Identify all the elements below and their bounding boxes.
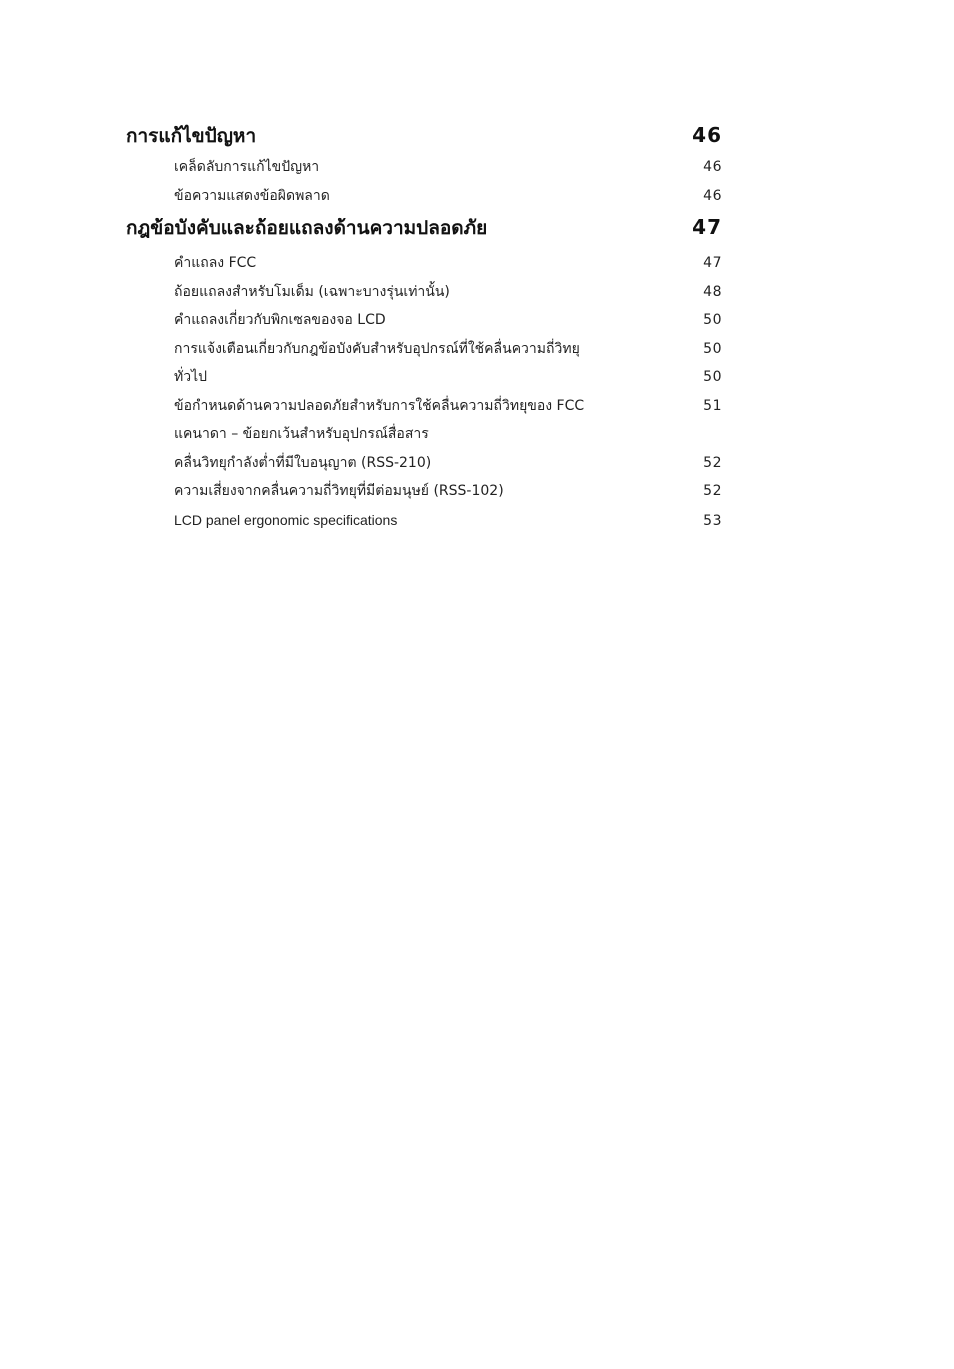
entry-label: ข้อความแสดงข้อผิดพลาด: [174, 187, 330, 204]
entry-label: LCD panel ergonomic specifications: [174, 511, 398, 528]
toc-entry[interactable]: [174, 306, 722, 335]
entry-label: คำแถลง FCC: [174, 255, 257, 271]
entry-label: ถ้อยแถลงสำหรับโมเด็ม (เฉพาะบางรุ่นเท่านั้น): [174, 283, 450, 300]
toc-entry[interactable]: [174, 278, 722, 307]
entry-page-number: 52: [703, 483, 722, 499]
entry-label: ข้อกำหนดด้านความปลอดภัยสำหรับการใช้คลื่นความถี่วิทยุของ FCC: [174, 397, 585, 414]
section-page-number: 47: [692, 215, 722, 239]
toc-entry[interactable]: [174, 392, 722, 421]
entry-label: ความเสี่ยงจากคลื่นความถี่วิทยุที่มีต่อมนุษย์ (RSS-102): [174, 483, 504, 499]
entry-page-number: 50: [703, 312, 722, 328]
entry-page-number: 51: [703, 397, 722, 414]
toc-entry[interactable]: [174, 420, 722, 449]
toc-entries: [126, 249, 722, 535]
entry-label: การแจ้งเตือนเกี่ยวกับกฎข้อบังคับสำหรับอุปกรณ์ที่ใช้คลื่นความถี่วิทยุ: [174, 340, 580, 357]
toc-entries: [126, 153, 722, 210]
entry-page-number: 46: [703, 159, 722, 175]
toc-entry[interactable]: [174, 153, 722, 182]
entry-label: คำแถลงเกี่ยวกับพิกเซลของจอ LCD: [174, 312, 386, 328]
section-title: กฎข้อบังคับและถ้อยแถลงด้านความปลอดภัย: [126, 217, 488, 239]
entry-label: คลื่นวิทยุกำลังต่ำที่มีใบอนุญาต (RSS-210): [174, 454, 432, 471]
entry-label: ทั่วไป: [174, 369, 208, 385]
entry-label: เคล็ดลับการแก้ไขปัญหา: [174, 159, 320, 175]
entry-page-number: 47: [703, 255, 722, 271]
toc-entry[interactable]: [174, 335, 722, 364]
toc-entry[interactable]: [174, 182, 722, 211]
entry-page-number: 46: [703, 187, 722, 204]
toc-section-troubleshooting: [126, 118, 722, 210]
toc-entry[interactable]: [174, 506, 722, 536]
entry-page-number: 50: [703, 340, 722, 357]
toc-entry[interactable]: [174, 249, 722, 278]
toc-section-heading[interactable]: [126, 210, 722, 245]
toc-entry[interactable]: [174, 363, 722, 392]
entry-page-number: 50: [703, 369, 722, 385]
toc-entry[interactable]: [174, 477, 722, 506]
toc-section-regulations: [126, 210, 722, 535]
toc-section-heading[interactable]: [126, 118, 722, 153]
toc-entry[interactable]: [174, 449, 722, 478]
table-of-contents: [126, 118, 722, 535]
entry-label: แคนาดา – ข้อยกเว้นสำหรับอุปกรณ์สื่อสาร: [174, 426, 429, 442]
entry-page-number: 48: [703, 283, 722, 300]
section-page-number: 46: [692, 123, 722, 147]
section-title: การแก้ไขปัญหา: [126, 125, 257, 147]
entry-page-number: 52: [703, 454, 722, 471]
entry-page-number: 53: [703, 512, 722, 529]
